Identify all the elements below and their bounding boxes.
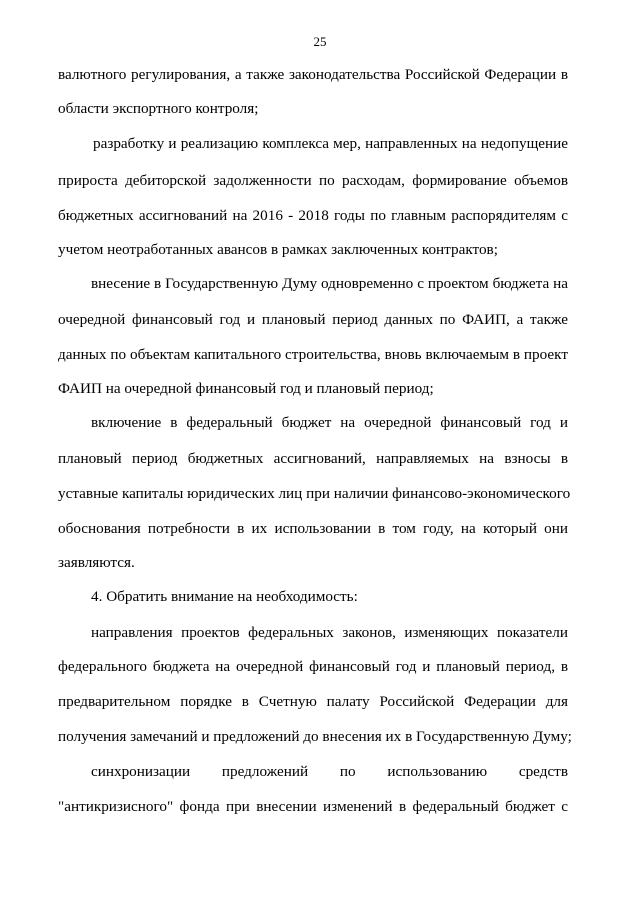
text-line: предварительном порядке в Счетную палату Российской Федерации для [58, 693, 568, 710]
text-line: внесение в Государственную Думу одновременно с проектом бюджета на [91, 275, 568, 292]
text-line: направления проектов федеральных законов, изменяющих показатели [91, 624, 568, 641]
text-line: федерального бюджета на очередной финансовый год и плановый период, в [58, 658, 568, 675]
text-line: очередной финансовый год и плановый период данных по ФАИП, а также [58, 311, 568, 328]
text-line: включение в федеральный бюджет на очередной финансовый год и [91, 414, 568, 431]
text-line: заявляются. [58, 554, 135, 571]
text-line: обоснования потребности в их использовании в том году, на который они [58, 520, 568, 537]
text-line: области экспортного контроля; [58, 100, 259, 117]
page-number: 25 [313, 34, 327, 49]
text-line: прироста дебиторской задолженности по расходам, формирование объемов [58, 172, 568, 189]
text-line: учетом неотработанных авансов в рамках заключенных контрактов; [58, 241, 498, 258]
text-line: синхронизации предложений по использованию средств [91, 763, 568, 780]
text-line: получения замечаний и предложений до внесения их в Государственную Думу; [58, 728, 572, 745]
text-line: "антикризисного" фонда при внесении изменений в федеральный бюджет с [58, 798, 568, 815]
text-line: ФАИП на очередной финансовый год и плановый период; [58, 380, 434, 397]
text-line: 4. Обратить внимание на необходимость: [91, 588, 358, 605]
text-line: данных по объектам капитального строительства, вновь включаемым в проект [58, 346, 568, 363]
text-line: бюджетных ассигнований на 2016 - 2018 годы по главным распорядителям с [58, 207, 568, 224]
text-line: разработку и реализацию комплекса мер, направленных на недопущение [93, 135, 568, 152]
text-line: валютного регулирования, а также законодательства Российской Федерации в [58, 66, 568, 83]
text-line: уставные капиталы юридических лиц при наличии финансово-экономического [58, 485, 571, 502]
text-line: плановый период бюджетных ассигнований, направляемых на взносы в [58, 450, 568, 467]
